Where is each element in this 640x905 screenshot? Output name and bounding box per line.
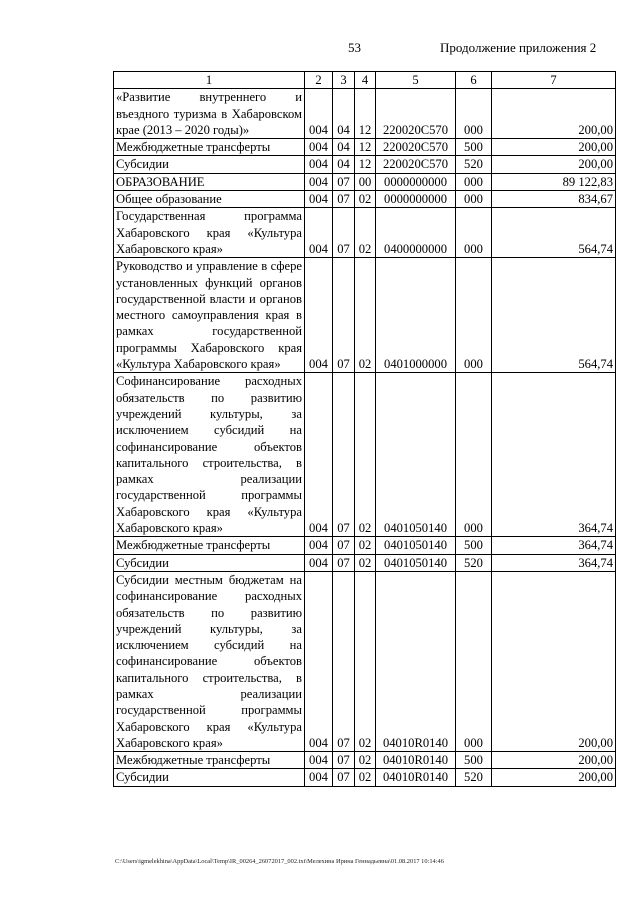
main-admin-code-cell: 004 xyxy=(305,752,333,769)
section-cell: 04 xyxy=(333,89,355,139)
row-name-cell: Софинансирование расходных обязательств по развитию учреждений культуры, за исключением субсидий на софинансирование объектов капитального строительства, в рамках реализации государственной программы Хабаровского края «Культура Хабаровского края» xyxy=(114,373,305,537)
table-row xyxy=(114,258,616,373)
column-header: 2 xyxy=(305,72,333,89)
target-article-cell: 220020C570 xyxy=(376,89,456,139)
target-article-cell: 220020C570 xyxy=(376,156,456,173)
expense-type-cell: 500 xyxy=(456,752,492,769)
amount-cell: 200,00 xyxy=(492,156,616,173)
expense-type-cell: 520 xyxy=(456,156,492,173)
section-cell: 04 xyxy=(333,156,355,173)
target-article-cell: 0000000000 xyxy=(376,173,456,190)
column-header: 7 xyxy=(492,72,616,89)
subsection-cell: 02 xyxy=(355,373,376,537)
table-row xyxy=(114,752,616,769)
section-cell: 07 xyxy=(333,571,355,751)
expense-type-cell: 000 xyxy=(456,571,492,751)
amount-cell: 564,74 xyxy=(492,208,616,258)
expense-type-cell: 000 xyxy=(456,89,492,139)
subsection-cell: 02 xyxy=(355,571,376,751)
amount-cell: 364,74 xyxy=(492,537,616,554)
column-header: 1 xyxy=(114,72,305,89)
subsection-cell: 02 xyxy=(355,208,376,258)
expense-type-cell: 520 xyxy=(456,769,492,786)
main-admin-code-cell: 004 xyxy=(305,89,333,139)
target-article-cell: 220020C570 xyxy=(376,139,456,156)
column-header: 4 xyxy=(355,72,376,89)
subsection-cell: 12 xyxy=(355,89,376,139)
subsection-cell: 02 xyxy=(355,769,376,786)
target-article-cell: 0401050140 xyxy=(376,554,456,571)
expense-type-cell: 000 xyxy=(456,258,492,373)
main-admin-code-cell: 004 xyxy=(305,769,333,786)
row-name-cell: Субсидии xyxy=(114,554,305,571)
expense-type-cell: 500 xyxy=(456,139,492,156)
amount-cell: 200,00 xyxy=(492,571,616,751)
table-row xyxy=(114,208,616,258)
table-row xyxy=(114,571,616,751)
main-admin-code-cell: 004 xyxy=(305,208,333,258)
table-row xyxy=(114,173,616,190)
row-name-cell: Субсидии xyxy=(114,769,305,786)
row-name-cell: «Развитие внутреннего и въездного туризма в Хабаровском крае (2013 – 2020 годы)» xyxy=(114,89,305,139)
footer-file-path: C:\Users\igmelekhina\AppData\Local\Temp\IR_00264_26072017_002.txt\Мелехина Ирина Геннадьевна\01.08.2017 10:14:46 xyxy=(115,858,444,865)
subsection-cell: 02 xyxy=(355,554,376,571)
subsection-cell: 12 xyxy=(355,139,376,156)
table-row xyxy=(114,769,616,786)
amount-cell: 200,00 xyxy=(492,139,616,156)
target-article-cell: 0401050140 xyxy=(376,373,456,537)
amount-cell: 200,00 xyxy=(492,752,616,769)
column-header: 6 xyxy=(456,72,492,89)
row-name-cell: Межбюджетные трансферты xyxy=(114,537,305,554)
subsection-cell: 00 xyxy=(355,173,376,190)
row-name-cell: Руководство и управление в сфере установленных функций органов государственной власти и органов местного самоуправления края в рамках государственной программы Хабаровского края «Культура Хабаровского края» xyxy=(114,258,305,373)
target-article-cell: 0400000000 xyxy=(376,208,456,258)
main-admin-code-cell: 004 xyxy=(305,554,333,571)
page-number: 53 xyxy=(348,40,361,55)
subsection-cell: 02 xyxy=(355,537,376,554)
table-row xyxy=(114,156,616,173)
row-name-cell: Межбюджетные трансферты xyxy=(114,752,305,769)
main-admin-code-cell: 004 xyxy=(305,571,333,751)
expense-type-cell: 500 xyxy=(456,537,492,554)
section-cell: 07 xyxy=(333,554,355,571)
table-row xyxy=(114,139,616,156)
expense-type-cell: 000 xyxy=(456,208,492,258)
row-name-cell: Общее образование xyxy=(114,191,305,208)
main-admin-code-cell: 004 xyxy=(305,156,333,173)
target-article-cell: 04010R0140 xyxy=(376,571,456,751)
target-article-cell: 04010R0140 xyxy=(376,769,456,786)
table-header-row xyxy=(114,72,616,89)
main-admin-code-cell: 004 xyxy=(305,139,333,156)
expense-type-cell: 000 xyxy=(456,191,492,208)
column-header: 3 xyxy=(333,72,355,89)
subsection-cell: 02 xyxy=(355,258,376,373)
row-name-cell: Субсидии местным бюджетам на софинансирование расходных обязательств по развитию учреждений культуры, за исключением субсидий на софинансирование объектов капитального строительства, в рамках реализации государственной программы Хабаровского края «Культура Хабаровского края» xyxy=(114,571,305,751)
row-name-cell: Государственная программа Хабаровского края «Культура Хабаровского края» xyxy=(114,208,305,258)
table-row xyxy=(114,554,616,571)
expense-type-cell: 000 xyxy=(456,373,492,537)
amount-cell: 364,74 xyxy=(492,373,616,537)
amount-cell: 564,74 xyxy=(492,258,616,373)
target-article-cell: 0000000000 xyxy=(376,191,456,208)
section-cell: 07 xyxy=(333,173,355,190)
section-cell: 04 xyxy=(333,139,355,156)
section-cell: 07 xyxy=(333,208,355,258)
section-cell: 07 xyxy=(333,191,355,208)
table-row xyxy=(114,537,616,554)
table-row xyxy=(114,373,616,537)
target-article-cell: 0401000000 xyxy=(376,258,456,373)
subsection-cell: 02 xyxy=(355,752,376,769)
section-cell: 07 xyxy=(333,752,355,769)
section-cell: 07 xyxy=(333,373,355,537)
amount-cell: 200,00 xyxy=(492,769,616,786)
target-article-cell: 0401050140 xyxy=(376,537,456,554)
main-admin-code-cell: 004 xyxy=(305,191,333,208)
section-cell: 07 xyxy=(333,769,355,786)
row-name-cell: Межбюджетные трансферты xyxy=(114,139,305,156)
appendix-continuation-label: Продолжение приложения 2 xyxy=(440,40,597,55)
subsection-cell: 02 xyxy=(355,191,376,208)
expense-type-cell: 520 xyxy=(456,554,492,571)
amount-cell: 89 122,83 xyxy=(492,173,616,190)
budget-table xyxy=(113,71,616,787)
subsection-cell: 12 xyxy=(355,156,376,173)
row-name-cell: Субсидии xyxy=(114,156,305,173)
section-cell: 07 xyxy=(333,537,355,554)
section-cell: 07 xyxy=(333,258,355,373)
expense-type-cell: 000 xyxy=(456,173,492,190)
amount-cell: 364,74 xyxy=(492,554,616,571)
row-name-cell: ОБРАЗОВАНИЕ xyxy=(114,173,305,190)
amount-cell: 200,00 xyxy=(492,89,616,139)
column-header: 5 xyxy=(376,72,456,89)
main-admin-code-cell: 004 xyxy=(305,373,333,537)
table-row xyxy=(114,191,616,208)
main-admin-code-cell: 004 xyxy=(305,173,333,190)
target-article-cell: 04010R0140 xyxy=(376,752,456,769)
main-admin-code-cell: 004 xyxy=(305,537,333,554)
table-row xyxy=(114,89,616,139)
main-admin-code-cell: 004 xyxy=(305,258,333,373)
amount-cell: 834,67 xyxy=(492,191,616,208)
